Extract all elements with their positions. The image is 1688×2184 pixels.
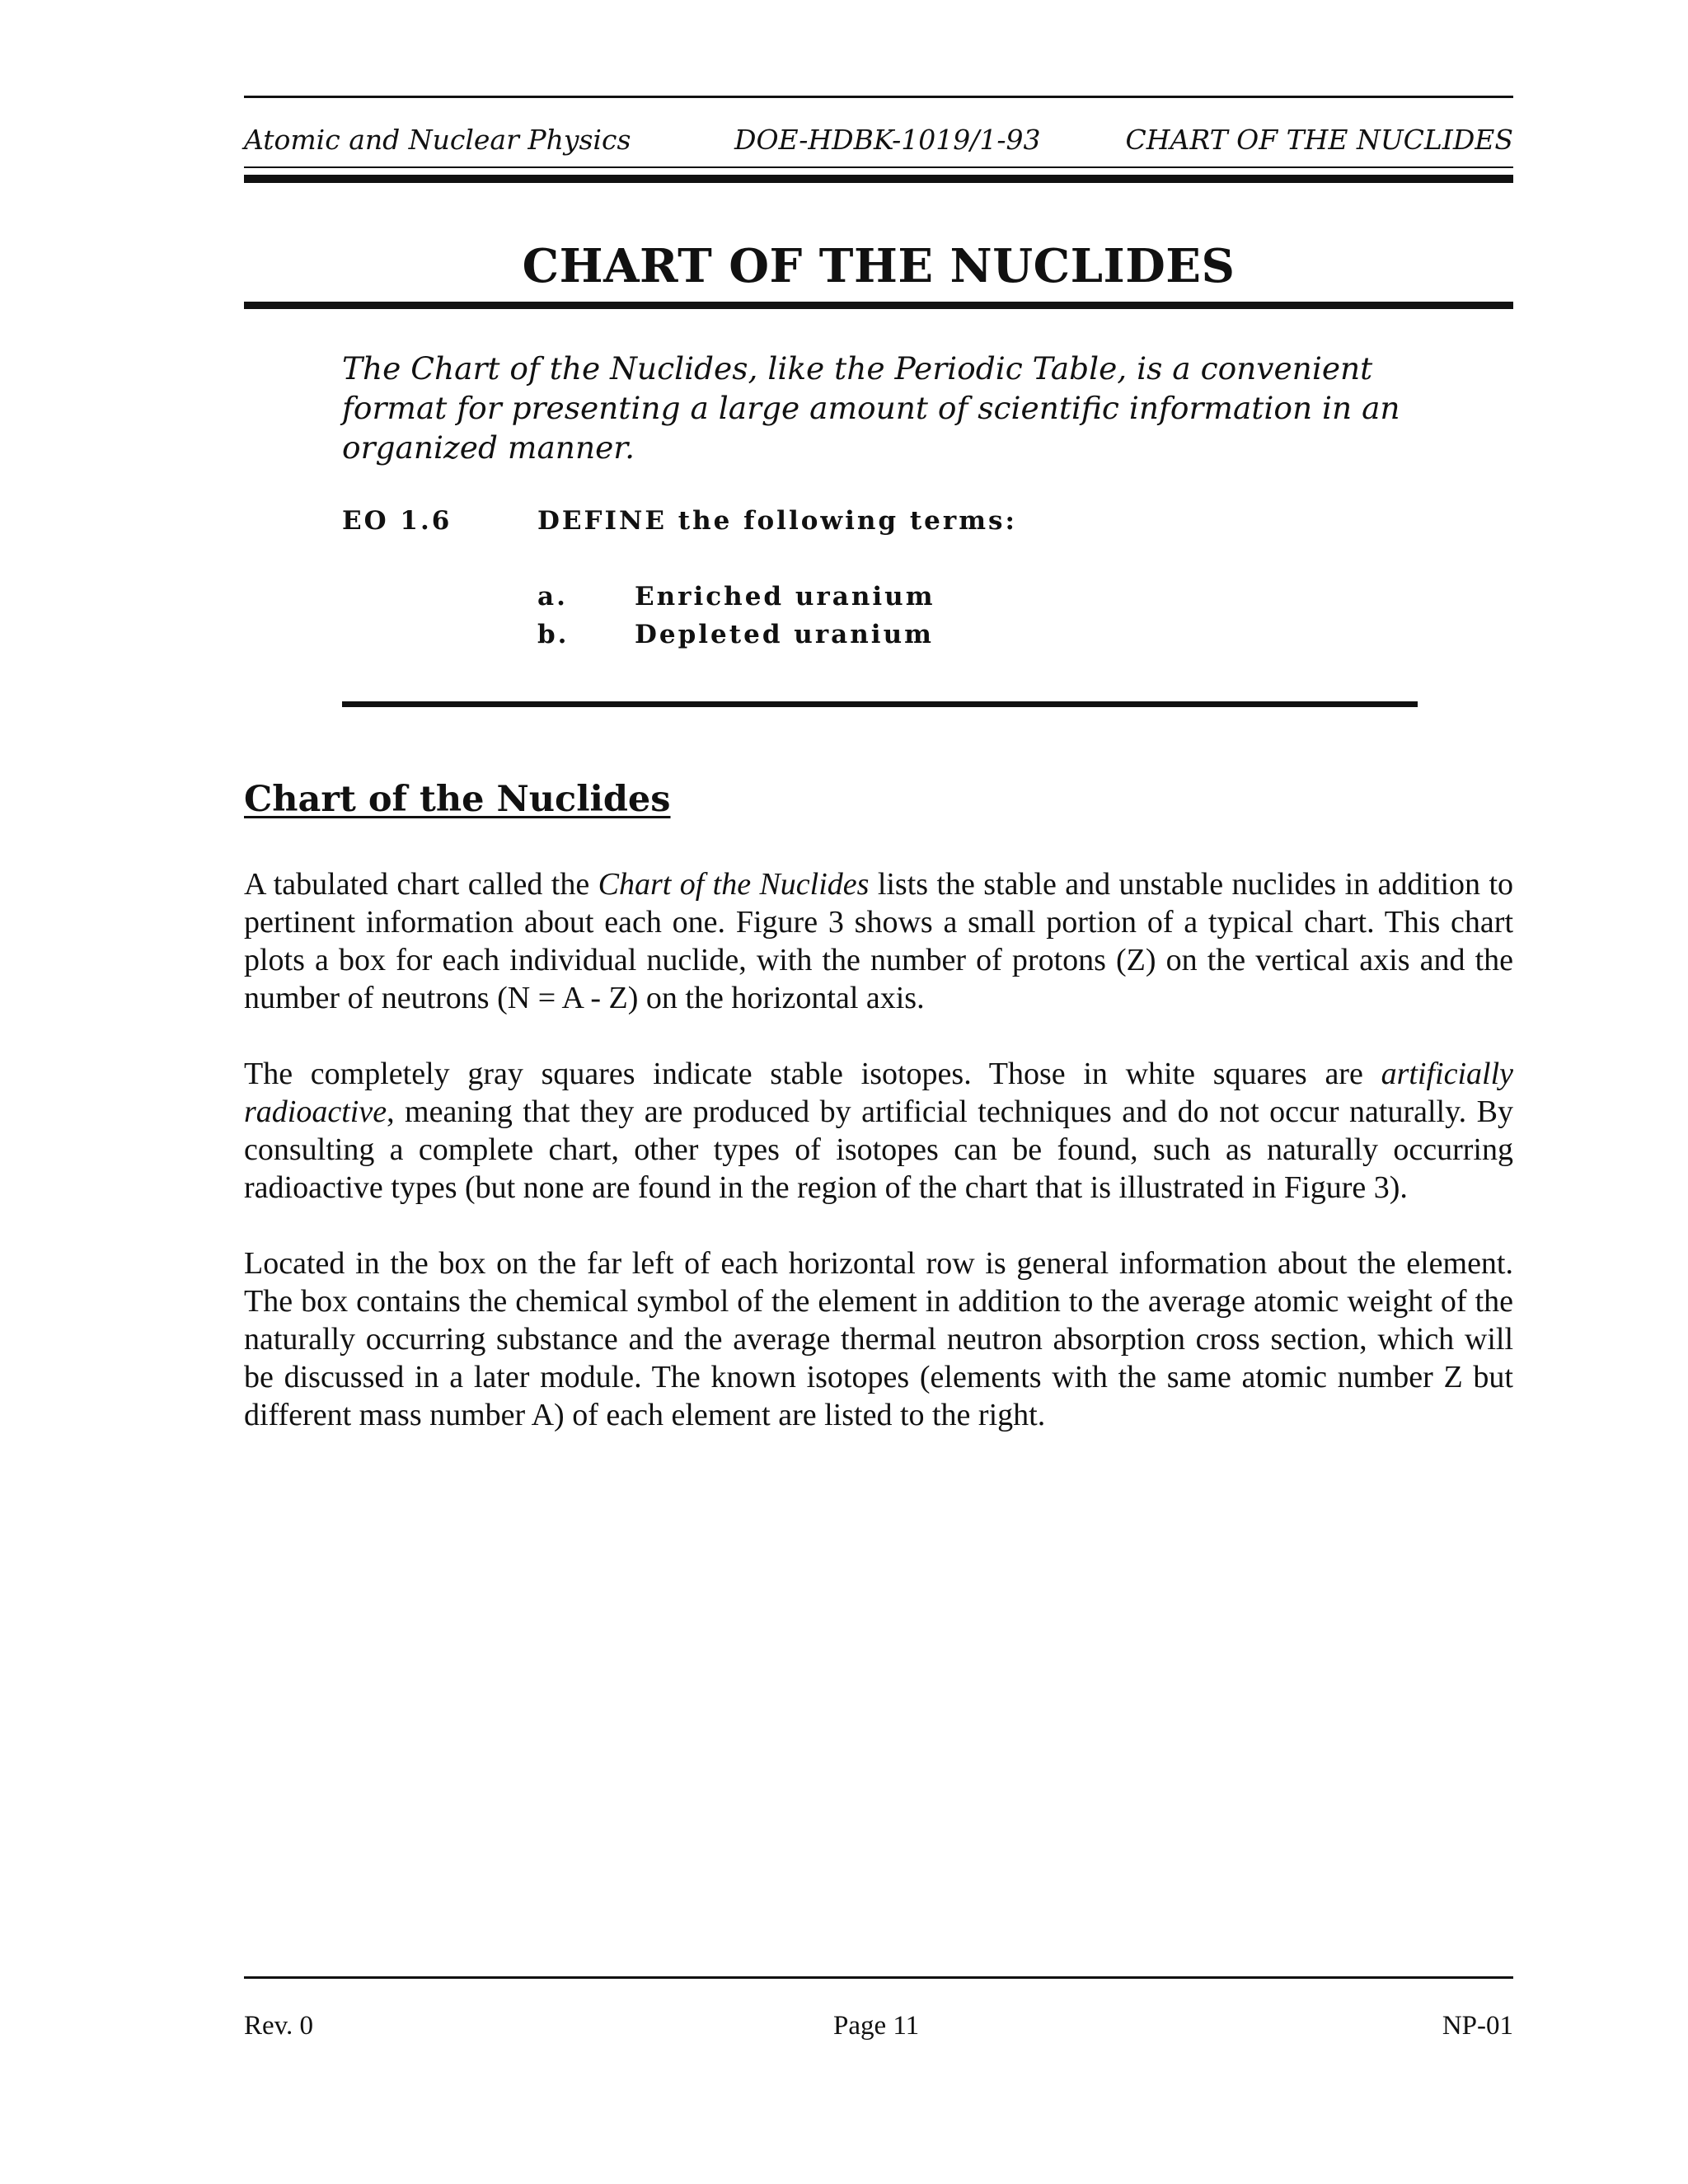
list-item: [537, 582, 1279, 620]
page-title: CHART OF THE NUCLIDES: [522, 239, 1236, 293]
footer-revision: Rev. 0: [244, 2011, 314, 2041]
header-row: [244, 124, 1513, 165]
list-item-letter: a.: [537, 582, 568, 612]
intro-paragraph: The Chart of the Nuclides, like the Periodic Table, is a convenient format for presenting a large amount of scientific information in an organized manner.: [342, 350, 1400, 466]
paragraph-text: A tabulated chart called the: [244, 867, 598, 902]
enabling-objective: [342, 506, 1414, 649]
list-item: [537, 620, 1279, 658]
objective-row: [342, 506, 1414, 547]
section-heading: Chart of the Nuclides: [244, 779, 671, 820]
objective-items: [537, 582, 1279, 658]
footer-page-number: Page 11: [833, 2011, 920, 2041]
paragraph-text: lists the stable and unstable nuclides in addition to pertinent information about each one. Figure 3 shows a small portion of a typical chart. This chart plots a box for each individual nuclide, with the number of protons (Z) on the vertical axis and the number of neutrons (N = A - Z) on the horizontal axis.: [244, 867, 1513, 1015]
emphasized-term: artificially radioactive: [244, 1057, 1513, 1129]
objective-label: EO 1.6: [342, 506, 452, 536]
body-paragraph-3: Located in the box on the far left of each horizontal row is general information about the element. The box contains the chemical symbol of the element in addition to the average atomic weight of the naturally occurring substance and the average thermal neutron absorption cross section, which will be discussed in a later module. The known isotopes (elements with the same atomic number Z but different mass number A) of each element are listed to the right.: [244, 1246, 1513, 1432]
list-item-letter: b.: [537, 620, 570, 649]
header-right-text: CHART OF THE NUCLIDES: [1125, 124, 1513, 156]
header-center-text: DOE-HDBK-1019/1-93: [734, 124, 1041, 156]
page-header: [244, 96, 1513, 186]
objective-rule: [342, 701, 1418, 707]
header-top-rule: [244, 96, 1513, 98]
body-paragraph-2: [244, 1055, 1513, 1207]
list-item-text: Enriched uranium: [635, 582, 935, 612]
title-rule: [244, 302, 1513, 309]
header-under-thin-rule: [244, 166, 1513, 168]
emphasized-term: Chart of the Nuclides: [598, 867, 870, 902]
paragraph-text: , meaning that they are produced by artificial techniques and do not occur naturally. By consulting a complete chart, other types of isotopes can be found, such as naturally occurring radioactive types (but none are found in the region of the chart that is illustrated in Figure 3).: [244, 1094, 1513, 1205]
footer-rule: [244, 1976, 1513, 1979]
header-under-thick-rule: [244, 175, 1513, 183]
body-paragraph-1: [244, 865, 1513, 1017]
header-left-text: Atomic and Nuclear Physics: [244, 124, 631, 156]
objective-text: DEFINE the following terms:: [537, 506, 1017, 536]
paragraph-text: The completely gray squares indicate stable isotopes. Those in white squares are: [244, 1057, 1381, 1091]
page-footer: [244, 2011, 1513, 2052]
list-item-text: Depleted uranium: [635, 620, 934, 649]
footer-module-code: NP-01: [1442, 2011, 1513, 2041]
